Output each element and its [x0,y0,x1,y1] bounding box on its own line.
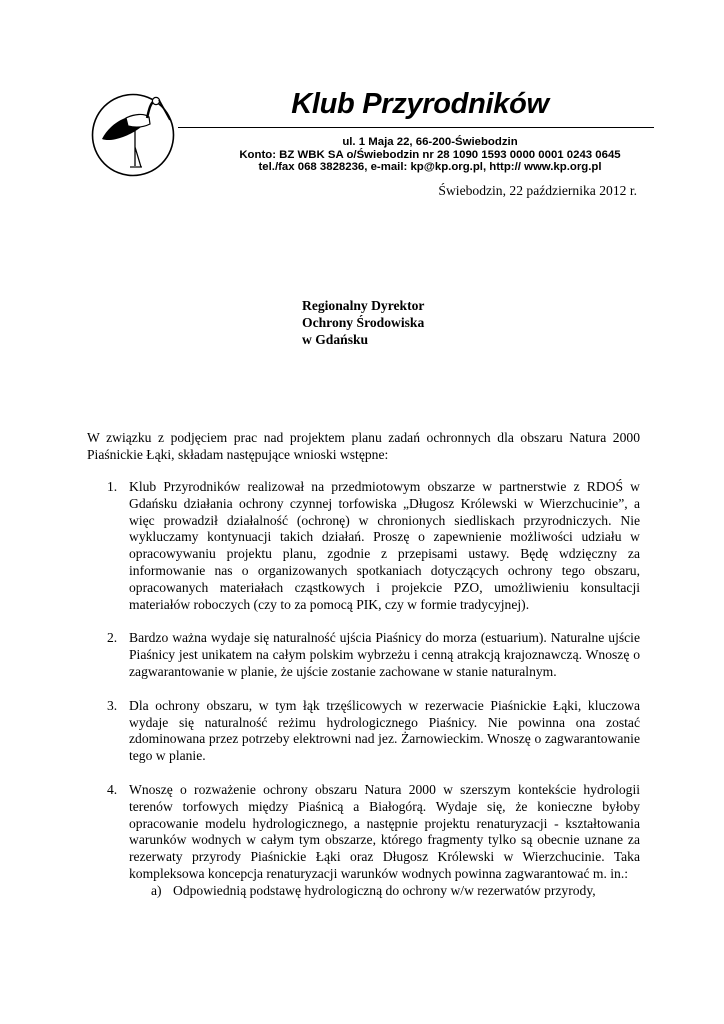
sub-item-letter: a) [151,882,162,898]
bank-account: Konto: BZ WBK SA o/Świebodzin nr 28 1090 1593 0000 0001 0243 0645 [239,149,621,161]
organization-address: ul. 1 Maja 22, 66-200-Świebodzin [342,136,518,148]
list-item-text: Wnoszę o rozważenie ochrony obszaru Natura 2000 w szerszym kontekście hydrologii terenów torfowych między Piaśnicą a Białogórą. Wydaje się, że konieczne byłoby opracowanie modelu hydrologicznego, a następnie projektu renaturyzacji - kształtowania warunków wodnych w całym tym obszarze, którego fragmenty tylko są obecnie uznane za rezerwaty przyrody Piaśnickie Łąki oraz Długosz Królewski w Wierzchucinie. Taka kompleksowa koncepcja renaturyzacji warunków wodnych powinna zagwarantować m. in.: [129,781,640,881]
header-divider [178,127,654,128]
list-item-number: 2. [107,630,118,646]
addressee-line: Regionalny Dyrektor [302,298,425,313]
list-item-text: Klub Przyrodników realizował na przedmiotowym obszarze w partnerstwie z RDOŚ w Gdańsku działania ochrony czynnej torfowiska „Długosz Królewski w Wierzchucinie”, a więc prowadził działalność (ochronę) w chronionych siedliskach przyrodniczych. Nie wykluczamy kontynuacji takich działań. Proszę o zapewnienie możliwości udziału w opracowywaniu projektu planu, zgodnie z przepisami ustawy. Będę wdzięczny za informowanie nas o organizowanych spotkaniach dotyczących ochrony tego obszaru, opracowanych materiałach cząstkowych i projekcie PZO, umożliwieniu konsultacji materiałów roboczych (czy to za pomocą PIK, czy w formie tradycyjnej). [129,479,640,612]
sub-list-item [87,883,640,900]
addressee-block [302,298,424,348]
list-item [87,698,640,765]
stork-head [152,97,159,104]
stork-legs [135,128,141,167]
stork-beak [159,100,170,120]
letter-date: Świebodzin, 22 października 2012 r. [438,183,637,198]
addressee-line: Ochrony Środowiska [302,314,425,330]
phone-email-line: tel./fax 068 3828236, e-mail: kp@kp.org.pl, http:// www.kp.org.pl [258,161,602,173]
list-item-text: Dla ochrony obszaru, w tym łąk trzęślicowych w rezerwacie Piaśnickie Łąki, kluczowa wydaje się naturalność reżimu hydrologicznego Piaśnicy. Nie powinna ona zostać zdominowana przez potrzeby elektrowni nad jez. Żarnowieckim. Wnoszę o zagwarantowanie tego w planie. [129,697,640,764]
list-item [87,479,640,613]
list-item [87,630,640,680]
organization-name: Klub Przyrodników [291,88,549,120]
list-item [87,782,640,883]
list-item-text: Bardzo ważna wydaje się naturalność ujścia Piaśnicy do morza (estuarium). Naturalne ujście Piaśnicy jest unikatem na całym polskim wybrzeżu i cenną atrakcją krajoznawczą. Wnoszę o zagwarantowanie w planie, że ujście zostanie zachowane w stanie naturalnym. [129,630,640,679]
requests-list [87,479,640,900]
stork-icon [90,87,176,187]
sub-item-text: Odpowiednią podstawę hydrologiczną do ochrony w/w rezerwatów przyrody, [173,882,596,898]
list-item-number: 1. [107,479,118,494]
list-item-number: 4. [107,781,118,797]
addressee-line: w Gdańsku [302,331,369,347]
list-item-number: 3. [107,697,118,713]
intro-paragraph: W związku z podjęciem prac nad projektem planu zadań ochronnych dla obszaru Natura 2000 Piaśnickie Łąki, składam następujące wnioski wstępne: [87,430,640,462]
